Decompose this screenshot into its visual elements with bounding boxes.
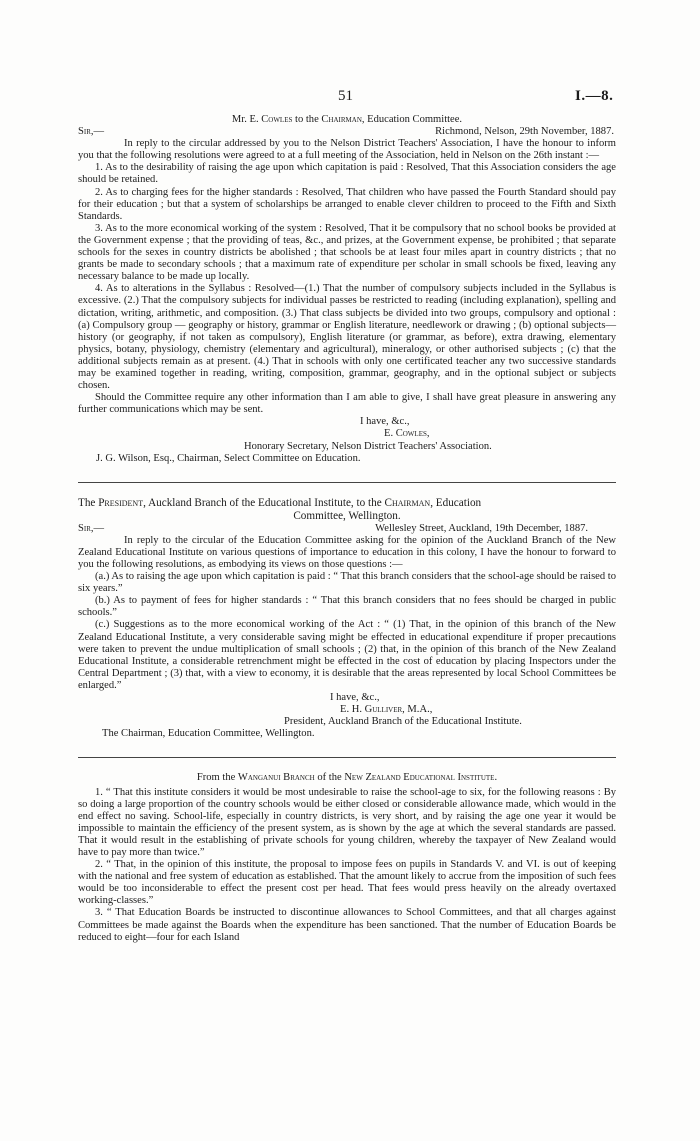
section-divider: [78, 757, 616, 758]
page-content: [78, 114, 616, 944]
letter1-paragraph: 1. As to the desirability of raising the age upon which capitation is paid : Resolved, That this Association considers the age should be retained.: [78, 162, 616, 186]
section-divider: [78, 482, 616, 483]
letter1-addressee: J. G. Wilson, Esq., Chairman, Select Committee on Education.: [96, 452, 361, 464]
page-number: 51: [338, 88, 353, 104]
letter2-salutation: Sir,—: [78, 522, 105, 534]
letter1-heading: Mr. E. Cowles to the Chairman, Education Committee.: [231, 114, 463, 125]
letter1-signer-title: Honorary Secretary, Nelson District Teachers' Association.: [244, 440, 492, 452]
page-header: [0, 88, 700, 108]
letter2-signer: E. H. Gulliver, M.A.,: [340, 704, 433, 716]
section3-paragraph: 3. “ That Education Boards be instructed to discontinue allowances to School Committees, and that all charges against Committees be made against the Boards when the expenditure has been sanctioned. That the number of Education Boards be reduced to eight—four for each Island: [78, 907, 616, 943]
letter2-addressee: The Chairman, Education Committee, Wellington.: [102, 728, 315, 740]
letter2-paragraph: (a.) As to raising the age upon which capitation is paid : “ That this branch considers that the school-age should be raised to six years.”: [78, 571, 616, 595]
section3-paragraph: 1. “ That this institute considers it would be most undesirable to raise the school-age to six, for the following reasons : By so doing a large proportion of the country schools would be either closed or considerable allowance made, which would in the end effect no saving. School-life, especially in country districts, is very short, and by raising the age one year it would be impossible to maintain the efficiency of the present system, as is shown by the age at which the several standards are passed. That it would result in the establishing of private schools for young children, whereby the taxpayer of New Zealand would have to pay more than twice.”: [78, 786, 616, 858]
letter1-paragraph: 4. As to alterations in the Syllabus : Resolved—(1.) That the number of compulsory subjects included in the Syllabus is excessive. (2.) That the compulsory subjects for individual passes be restricted to reading (including explanation), spelling and dictation, writing, arithmetic, and composition. (3.) That class subjects be divided into two groups, compulsory and optional : (a) Compulsory group — geography or history, grammar or English literature, needlework or drawing ; (b) optional subjects—history (or geography, if not taken as compulsory), English literature (or grammar, as before), extra drawing, elementary physics, botany, physiology, chemistry (elementary and agricultural), mineralogy, or other authorised subjects ; (c) that the additional subjects remain as at present. (4.) That in schools with only one certificated teacher any two successive standards may be examined together in reading, writing, composition, grammar, geography, and in the optional subject or subjects chosen.: [78, 283, 616, 392]
letter1-paragraph: In reply to the circular addressed by you to the Nelson District Teachers' Association, I have the honour to inform you that the following resolutions were agreed to at a full meeting of the Association, held in Nelson on the 26th instant :—: [78, 138, 616, 162]
letter2-salutation-line: [78, 523, 616, 535]
letter1-salutation: Sir,—: [78, 126, 105, 138]
letter2-signer-title: President, Auckland Branch of the Educational Institute.: [284, 716, 522, 728]
letter2-paragraph: (c.) Suggestions as to the more economical working of the Act : “ (1) That, in the opinion of this branch of the New Zealand Educational Institute, a very considerable saving might be effected in educational expenditure if proper precautions were taken to prevent the undue multiplication of small schools ; (2) that, in the opinion of this branch of the New Zealand Educational Institute, a considerable retrenchment might be effected in the cost of education by placing Inspectors under the Central Department ; (3) that, with a view to economy, it is desirable that the areas represented by local School Committees be enlarged.”: [78, 619, 616, 691]
letter1-salutation-line: [78, 126, 616, 138]
letter2-paragraph: (b.) As to payment of fees for higher standards : “ That this branch considers that no fees should be charged in public schools.”: [78, 595, 616, 619]
section3-paragraph: 2. “ That, in the opinion of this institute, the proposal to impose fees on pupils in Standards V. and VI. is out of keeping with the national and free system of education as established. That the amount likely to accrue from the imposition of such fees would be too inconsiderable to effect the present cost per head. That fees would press heavily on the already overtaxed working-classes.”: [78, 859, 616, 907]
letter2-heading: The President, Auckland Branch of the Educational Institute, to the Chairman, Education: [78, 496, 482, 509]
page-reference: I.—8.: [575, 88, 614, 104]
letter1-paragraph: Should the Committee require any other information than I am able to give, I shall have great pleasure in answering any further communications which may be sent.: [78, 392, 616, 416]
letter1-closing: I have, &c.,: [360, 416, 410, 428]
letter2-address: Wellesley Street, Auckland, 19th December, 1887.: [375, 522, 588, 534]
section3-heading: From the Wanganui Branch of the New Zealand Educational Institute.: [196, 772, 498, 784]
letter2-closing: I have, &c.,: [330, 692, 380, 704]
letter1-paragraph: 2. As to charging fees for the higher standards : Resolved, That children who have passed the Fourth Standard should pay for their education ; but that a system of scholarships be arranged to enable clever children to proceed to the Fifth and Sixth Standards.: [78, 186, 616, 222]
letter1-address: Richmond, Nelson, 29th November, 1887.: [435, 126, 614, 138]
letter1-signer: E. Cowles,: [384, 428, 430, 440]
letter1-paragraph: 3. As to the more economical working of the system : Resolved, That it be compulsory that no school books be provided at the Government expense ; that the providing of teas, &c., and prizes, at the Government expense, be prohibited ; that separate schools for the sexes in country districts be abolished ; that schools be at least four miles apart in country districts ; that no grants be made to secondary schools ; that a maximum rate of expenditure per scholar in small schools be fixed, leaving any necessary balance to be made up locally.: [78, 222, 616, 283]
letter2-heading-line2: Committee, Wellington.: [293, 509, 401, 522]
letter2-paragraph: In reply to the circular of the Education Committee asking for the opinion of the Auckland Branch of the New Zealand Educational Institute on various questions of importance to education in this colony, I have the honour to forward to you the following resolutions, as embodying its views on those questions :—: [78, 534, 616, 570]
